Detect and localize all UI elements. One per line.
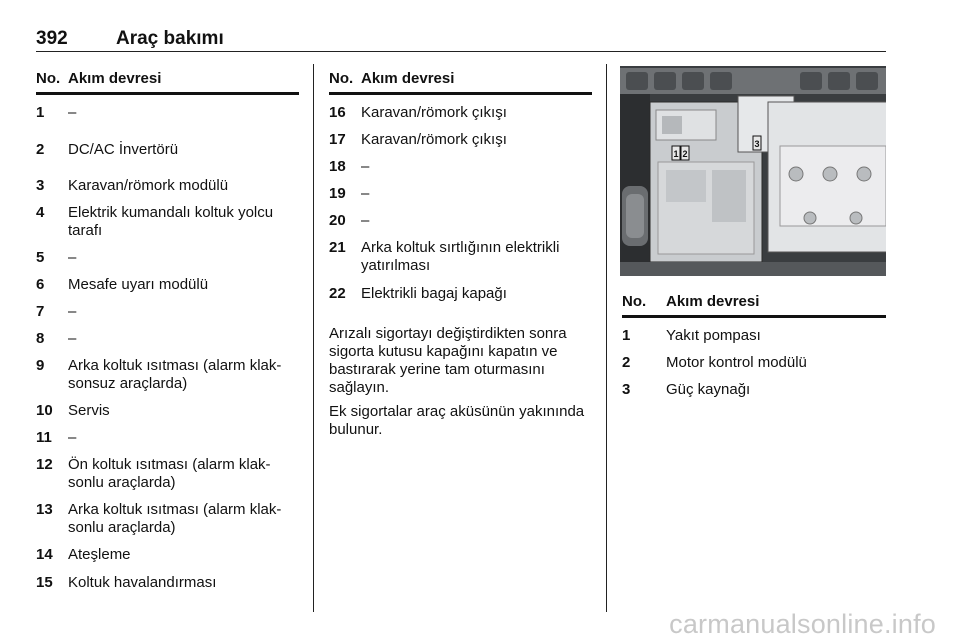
row-number: 1	[622, 327, 631, 344]
col-no-header: No.	[329, 70, 354, 87]
row-number: 20	[329, 212, 346, 229]
table-row	[329, 131, 592, 158]
fuse-label-3: 3	[754, 139, 760, 149]
row-text: Ön koltuk ısıtması (alarm klak-sonlu araçlarda)	[68, 456, 271, 491]
table-row	[36, 574, 299, 594]
row-text: Koltuk havalandırması	[68, 574, 217, 591]
table-row	[36, 501, 299, 546]
table-row	[36, 330, 299, 357]
row-text: Mesafe uyarı modülü	[68, 276, 209, 293]
instruction-paragraph: Arızalı sigortayı değiştirdikten sonra sigorta kutusu kapağını kapatın ve bastırarak yerine tam oturmasını sağlayın.	[329, 325, 567, 396]
row-text: –	[68, 303, 77, 320]
fuse-table-right	[622, 293, 886, 408]
table-header	[36, 70, 299, 95]
table-row	[329, 185, 592, 212]
fuse-table-left	[36, 70, 299, 594]
row-text: –	[68, 104, 77, 121]
fuse-box-illustration	[620, 66, 886, 276]
row-text: Arka koltuk ısıtması (alarm klak-sonlu araçlarda)	[68, 501, 282, 536]
table-row	[36, 456, 299, 501]
table-row	[329, 212, 592, 239]
row-text: Ateşleme	[68, 546, 131, 563]
col-circuit-header: Akım devresi	[361, 70, 455, 87]
row-number: 16	[329, 104, 346, 121]
row-text: Arka koltuk sırtlığının elektrikli yatırılması	[361, 239, 560, 274]
table-row	[36, 276, 299, 303]
table-row	[36, 204, 299, 249]
watermark: carmanualsonline.info	[669, 609, 936, 639]
fuse-label-2: 2	[682, 149, 688, 159]
row-text: Yakıt pompası	[666, 327, 761, 344]
row-number: 9	[36, 357, 45, 374]
row-text: –	[361, 158, 370, 175]
table-row	[36, 429, 299, 456]
row-number: 7	[36, 303, 45, 320]
row-text: Elektrik kumandalı koltuk yolcu tarafı	[68, 204, 274, 239]
row-text: Motor kontrol modülü	[666, 354, 807, 371]
row-text: Elektrikli bagaj kapağı	[361, 285, 507, 302]
table-row	[36, 546, 299, 574]
row-text: –	[361, 185, 370, 202]
row-number: 18	[329, 158, 346, 175]
row-text: Servis	[68, 402, 110, 419]
row-text: Güç kaynağı	[666, 381, 751, 398]
row-number: 11	[36, 429, 52, 446]
row-text: Karavan/römork çıkışı	[361, 131, 507, 148]
row-number: 10	[36, 402, 53, 419]
row-number: 8	[36, 330, 45, 347]
page-number: 392	[36, 28, 68, 49]
col-no-header: No.	[622, 293, 647, 310]
row-text: Karavan/römork modülü	[68, 177, 229, 194]
row-number: 4	[36, 204, 45, 221]
row-number: 5	[36, 249, 45, 266]
row-number: 2	[622, 354, 631, 371]
table-row	[329, 239, 592, 285]
page-header	[36, 28, 886, 50]
table-row	[622, 327, 886, 354]
table-row	[36, 141, 299, 177]
row-number: 17	[329, 131, 346, 148]
row-number: 22	[329, 285, 346, 302]
table-row	[329, 158, 592, 185]
table-header	[329, 70, 592, 95]
header-rule	[36, 51, 886, 52]
row-number: 13	[36, 501, 53, 518]
row-number: 3	[36, 177, 45, 194]
row-number: 3	[622, 381, 631, 398]
table-header	[622, 293, 886, 318]
row-number: 1	[36, 104, 45, 121]
table-row	[36, 104, 299, 141]
fuse-label-1: 1	[673, 149, 679, 159]
row-number: 12	[36, 456, 53, 473]
row-text: –	[68, 429, 77, 446]
table-row	[36, 402, 299, 429]
row-text: Karavan/römork çıkışı	[361, 104, 507, 121]
row-number: 2	[36, 141, 45, 158]
row-number: 19	[329, 185, 346, 202]
row-text: DC/AC İnvertörü	[68, 141, 179, 158]
table-row	[36, 303, 299, 330]
column-divider-1	[313, 64, 314, 612]
row-text: –	[361, 212, 370, 229]
column-divider-2	[606, 64, 607, 612]
table-row	[329, 285, 592, 315]
table-row	[36, 357, 299, 402]
col-circuit-header: Akım devresi	[68, 70, 162, 87]
fuse-table-middle	[329, 70, 592, 439]
table-row	[36, 177, 299, 204]
col-no-header: No.	[36, 70, 61, 87]
row-text: –	[68, 330, 77, 347]
table-row	[622, 354, 886, 381]
col-circuit-header: Akım devresi	[666, 293, 760, 310]
table-row	[329, 104, 592, 131]
page-title: Araç bakımı	[116, 28, 224, 49]
info-paragraph: Ek sigortalar araç aküsünün yakınında bulunur.	[329, 403, 585, 438]
row-number: 21	[329, 239, 346, 256]
row-text: Arka koltuk ısıtması (alarm klak-sonsuz araçlarda)	[68, 357, 282, 392]
row-number: 6	[36, 276, 45, 293]
row-text: –	[68, 249, 77, 266]
table-row	[36, 249, 299, 276]
row-number: 14	[36, 546, 53, 563]
row-number: 15	[36, 574, 53, 591]
table-row	[622, 381, 886, 408]
